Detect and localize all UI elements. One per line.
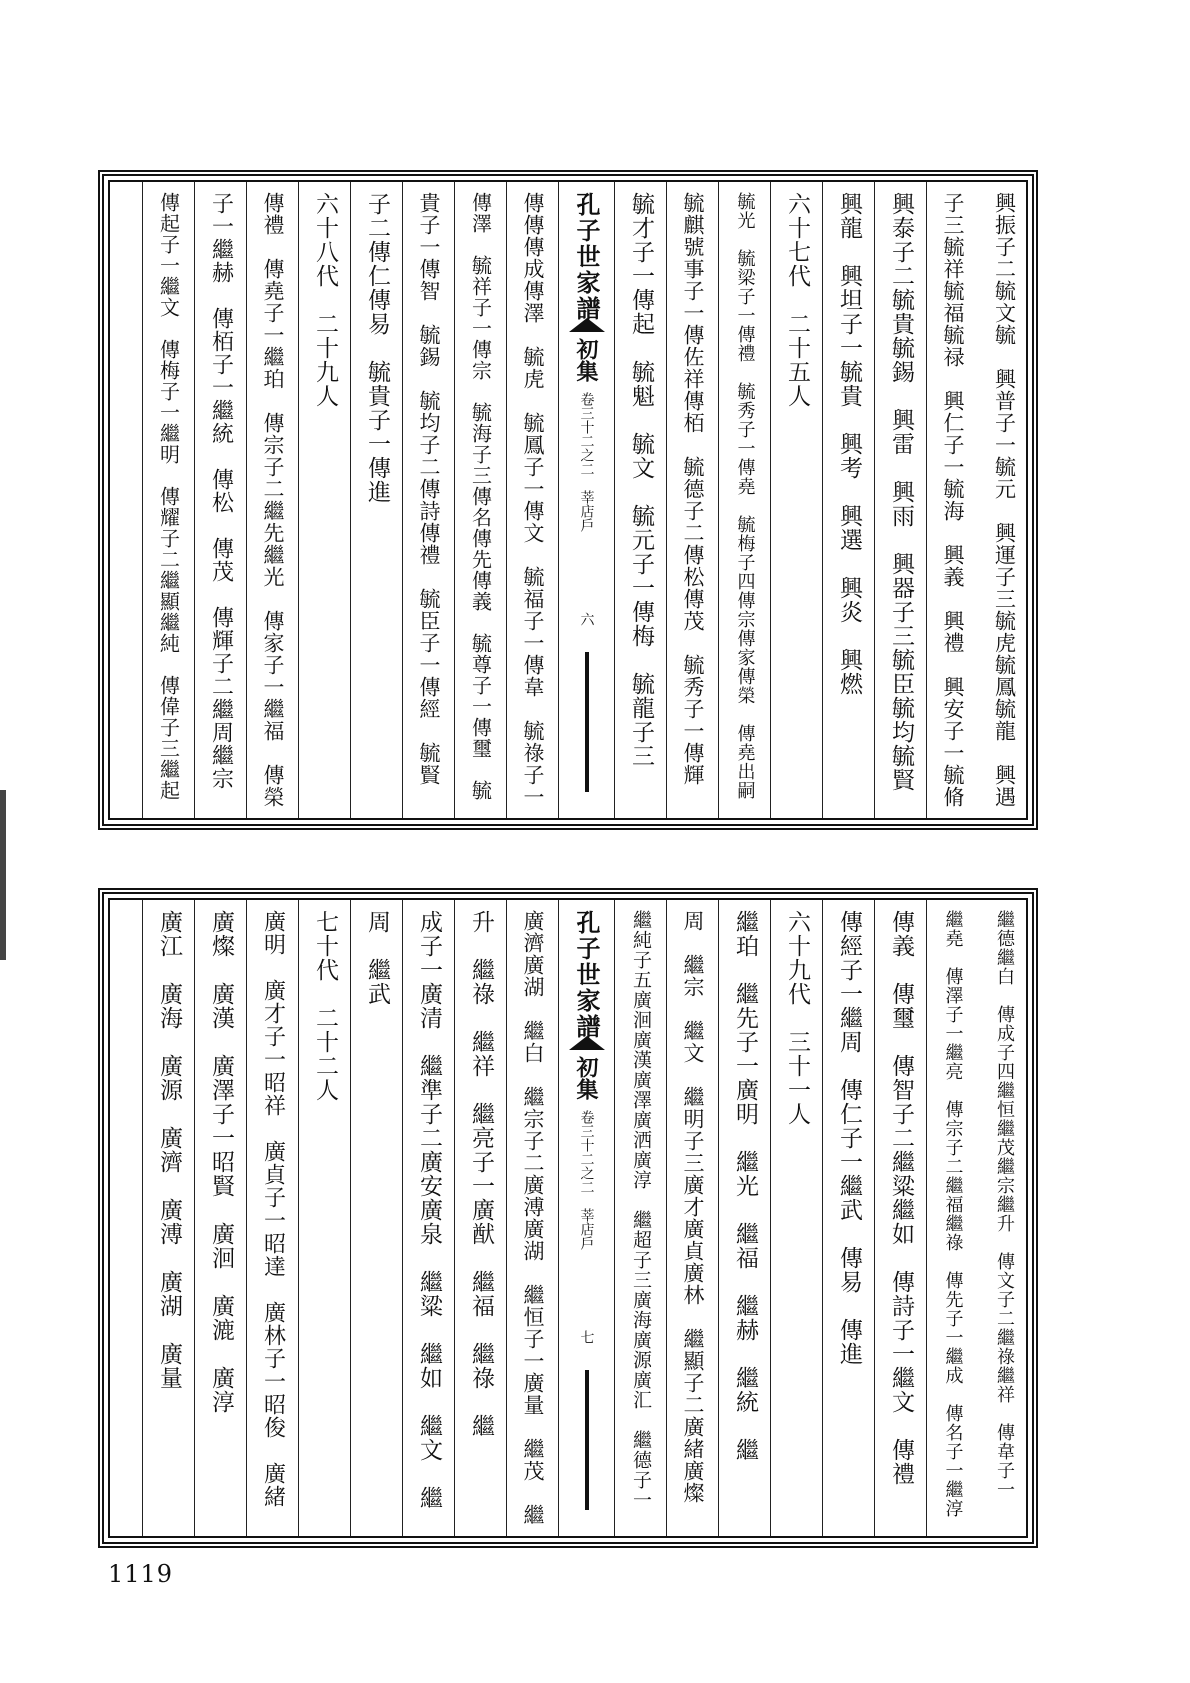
text-column <box>142 900 194 1536</box>
text-column <box>978 182 1030 818</box>
column-text: 升 繼祿 繼祥 繼亮子一廣猷 繼福 繼祿 繼 <box>468 910 494 1438</box>
leaf-number: 七 <box>578 1330 595 1344</box>
fishtail-mark <box>569 318 605 332</box>
text-column <box>978 900 1030 1536</box>
book-title: 孔子世家譜 <box>572 910 601 1040</box>
column-text: 傳禮 傳堯子一繼珀 傳宗子二繼先繼光 傳家子一繼福 傳榮 <box>261 192 285 808</box>
column-text: 子二傳仁傳易 毓貴子一傳進 <box>364 192 390 504</box>
text-column <box>194 182 246 818</box>
column-text: 繼德繼白 傳成子四繼恒繼茂繼宗繼升 傳文子二繼祿繼祥 傳韋子一 <box>994 910 1015 1499</box>
column-text: 毓光 毓梁子一傳禮 毓秀子一傳堯 毓梅子四傳宗傳家傳榮 傳堯出嗣 <box>734 192 756 800</box>
genealogy-page-top <box>98 170 1038 830</box>
column-text: 傳起子一繼文 傳梅子一繼明 傳耀子二繼顯繼純 傳偉子三繼起 <box>156 192 181 801</box>
text-column <box>142 182 194 818</box>
volume-label: 卷三十二之二 莘店戶 <box>578 1110 595 1250</box>
column-text: 六十八代 二十九人 <box>312 192 338 408</box>
text-column <box>350 900 402 1536</box>
column-text: 繼純子五廣洄廣漢廣澤廣洒廣淳 繼超子三廣海廣源廣汇 繼德子一 <box>630 910 652 1510</box>
column-text: 繼堯 傳澤子一繼亮 傳宗子二繼福繼祿 傳先子一繼成 傳名子一繼淳 <box>942 910 964 1518</box>
text-column <box>506 182 558 818</box>
column-text: 傳傳傳成傳澤 毓虎 毓鳳子一傳文 毓福子一傳韋 毓祿子一 <box>521 192 545 808</box>
column-text: 毓麒號事子一傳佐祥傳栢 毓德子二傳松傳茂 毓秀子一傳輝 <box>681 192 705 786</box>
column-text: 興龍 興坦子一毓貴 興考 興選 興炎 興燃 <box>836 192 862 696</box>
volume-label: 卷三十二之二 莘店戶 <box>578 392 595 532</box>
generation-heading <box>298 182 350 818</box>
column-text: 繼珀 繼先子一廣明 繼光 繼福 繼赫 繼統 繼 <box>732 910 758 1462</box>
column-text: 傳經子一繼周 傳仁子一繼武 傳易 傳進 <box>836 910 862 1366</box>
center-fold-column <box>558 182 614 818</box>
text-column <box>822 182 874 818</box>
center-rule <box>585 652 589 792</box>
center-rule <box>585 1370 589 1510</box>
leaf-number: 六 <box>578 612 595 626</box>
column-text: 子一繼赫 傳栢子一繼統 傳松 傳茂 傳輝子二繼周繼宗 <box>208 192 234 790</box>
text-column <box>874 182 926 818</box>
text-column <box>666 900 718 1536</box>
fishtail-mark <box>569 1036 605 1050</box>
text-column <box>874 900 926 1536</box>
page-frame <box>108 898 1028 1538</box>
book-title: 孔子世家譜 <box>572 192 601 322</box>
text-column <box>718 900 770 1536</box>
text-column <box>926 182 978 818</box>
generation-heading <box>770 900 822 1536</box>
text-column <box>718 182 770 818</box>
column-text: 廣明 廣才子一昭祥 廣貞子一昭達 廣林子一昭俊 廣緒 <box>260 910 286 1508</box>
column-text: 六十九代 三十一人 <box>784 910 810 1126</box>
text-column <box>402 900 454 1536</box>
text-column <box>926 900 978 1536</box>
column-text: 周 繼武 <box>364 910 390 1006</box>
text-column <box>246 182 298 818</box>
column-text: 廣濟廣湖 繼白 繼宗子二廣溥廣湖 繼恒子一廣量 繼茂 繼 <box>521 910 545 1526</box>
page-number: 1119 <box>108 1560 174 1588</box>
column-text: 周 繼宗 繼文 繼明子三廣才廣貞廣林 繼顯子二廣緒廣燦 <box>681 910 705 1504</box>
text-column <box>454 182 506 818</box>
text-column <box>246 900 298 1536</box>
center-fold-column <box>558 900 614 1536</box>
collection-label: 初集 <box>573 1056 599 1100</box>
column-text: 廣燦 廣漢 廣澤子一昭賢 廣洄 廣漉 廣淳 <box>208 910 234 1414</box>
text-column <box>822 900 874 1536</box>
column-text: 傳澤 毓祥子一傳宗 毓海子三傳名傳先傳義 毓尊子一傳璽 毓 <box>468 192 493 801</box>
text-column <box>666 182 718 818</box>
text-column <box>350 182 402 818</box>
text-column <box>614 182 666 818</box>
column-text: 興振子二毓文毓 興普子一毓元 興運子三毓虎毓鳳毓龍 興遇 <box>992 192 1017 808</box>
genealogy-page-bottom <box>98 888 1038 1548</box>
text-column <box>454 900 506 1536</box>
generation-heading <box>298 900 350 1536</box>
text-column <box>614 900 666 1536</box>
page-frame <box>108 180 1028 820</box>
column-text: 興泰子二毓貴毓錫 興雷 興雨 興器子三毓臣毓均毓賢 <box>888 192 914 792</box>
text-column <box>402 182 454 818</box>
column-text: 傳義 傳璽 傳智子二繼粱繼如 傳詩子一繼文 傳禮 <box>888 910 914 1486</box>
text-column <box>506 900 558 1536</box>
column-text: 成子一廣清 繼準子二廣安廣泉 繼粱 繼如 繼文 繼 <box>416 910 442 1510</box>
generation-heading <box>770 182 822 818</box>
column-text: 子三毓祥毓福毓禄 興仁子一毓海 興義 興禮 興安子一毓脩 <box>941 192 965 808</box>
column-text: 七十代 二十二人 <box>312 910 338 1102</box>
column-text: 貴子一傳智 毓錫 毓均子二傳詩傳禮 毓臣子一傳經 毓賢 <box>417 192 441 786</box>
scan-edge-mark <box>0 790 6 960</box>
column-text: 毓才子一傳起 毓魁 毓文 毓元子一傳梅 毓龍子三 <box>628 192 654 768</box>
collection-label: 初集 <box>573 338 599 382</box>
column-text: 廣江 廣海 廣源 廣濟 廣溥 廣湖 廣量 <box>156 910 182 1390</box>
text-column <box>194 900 246 1536</box>
column-text: 六十七代 二十五人 <box>784 192 810 408</box>
